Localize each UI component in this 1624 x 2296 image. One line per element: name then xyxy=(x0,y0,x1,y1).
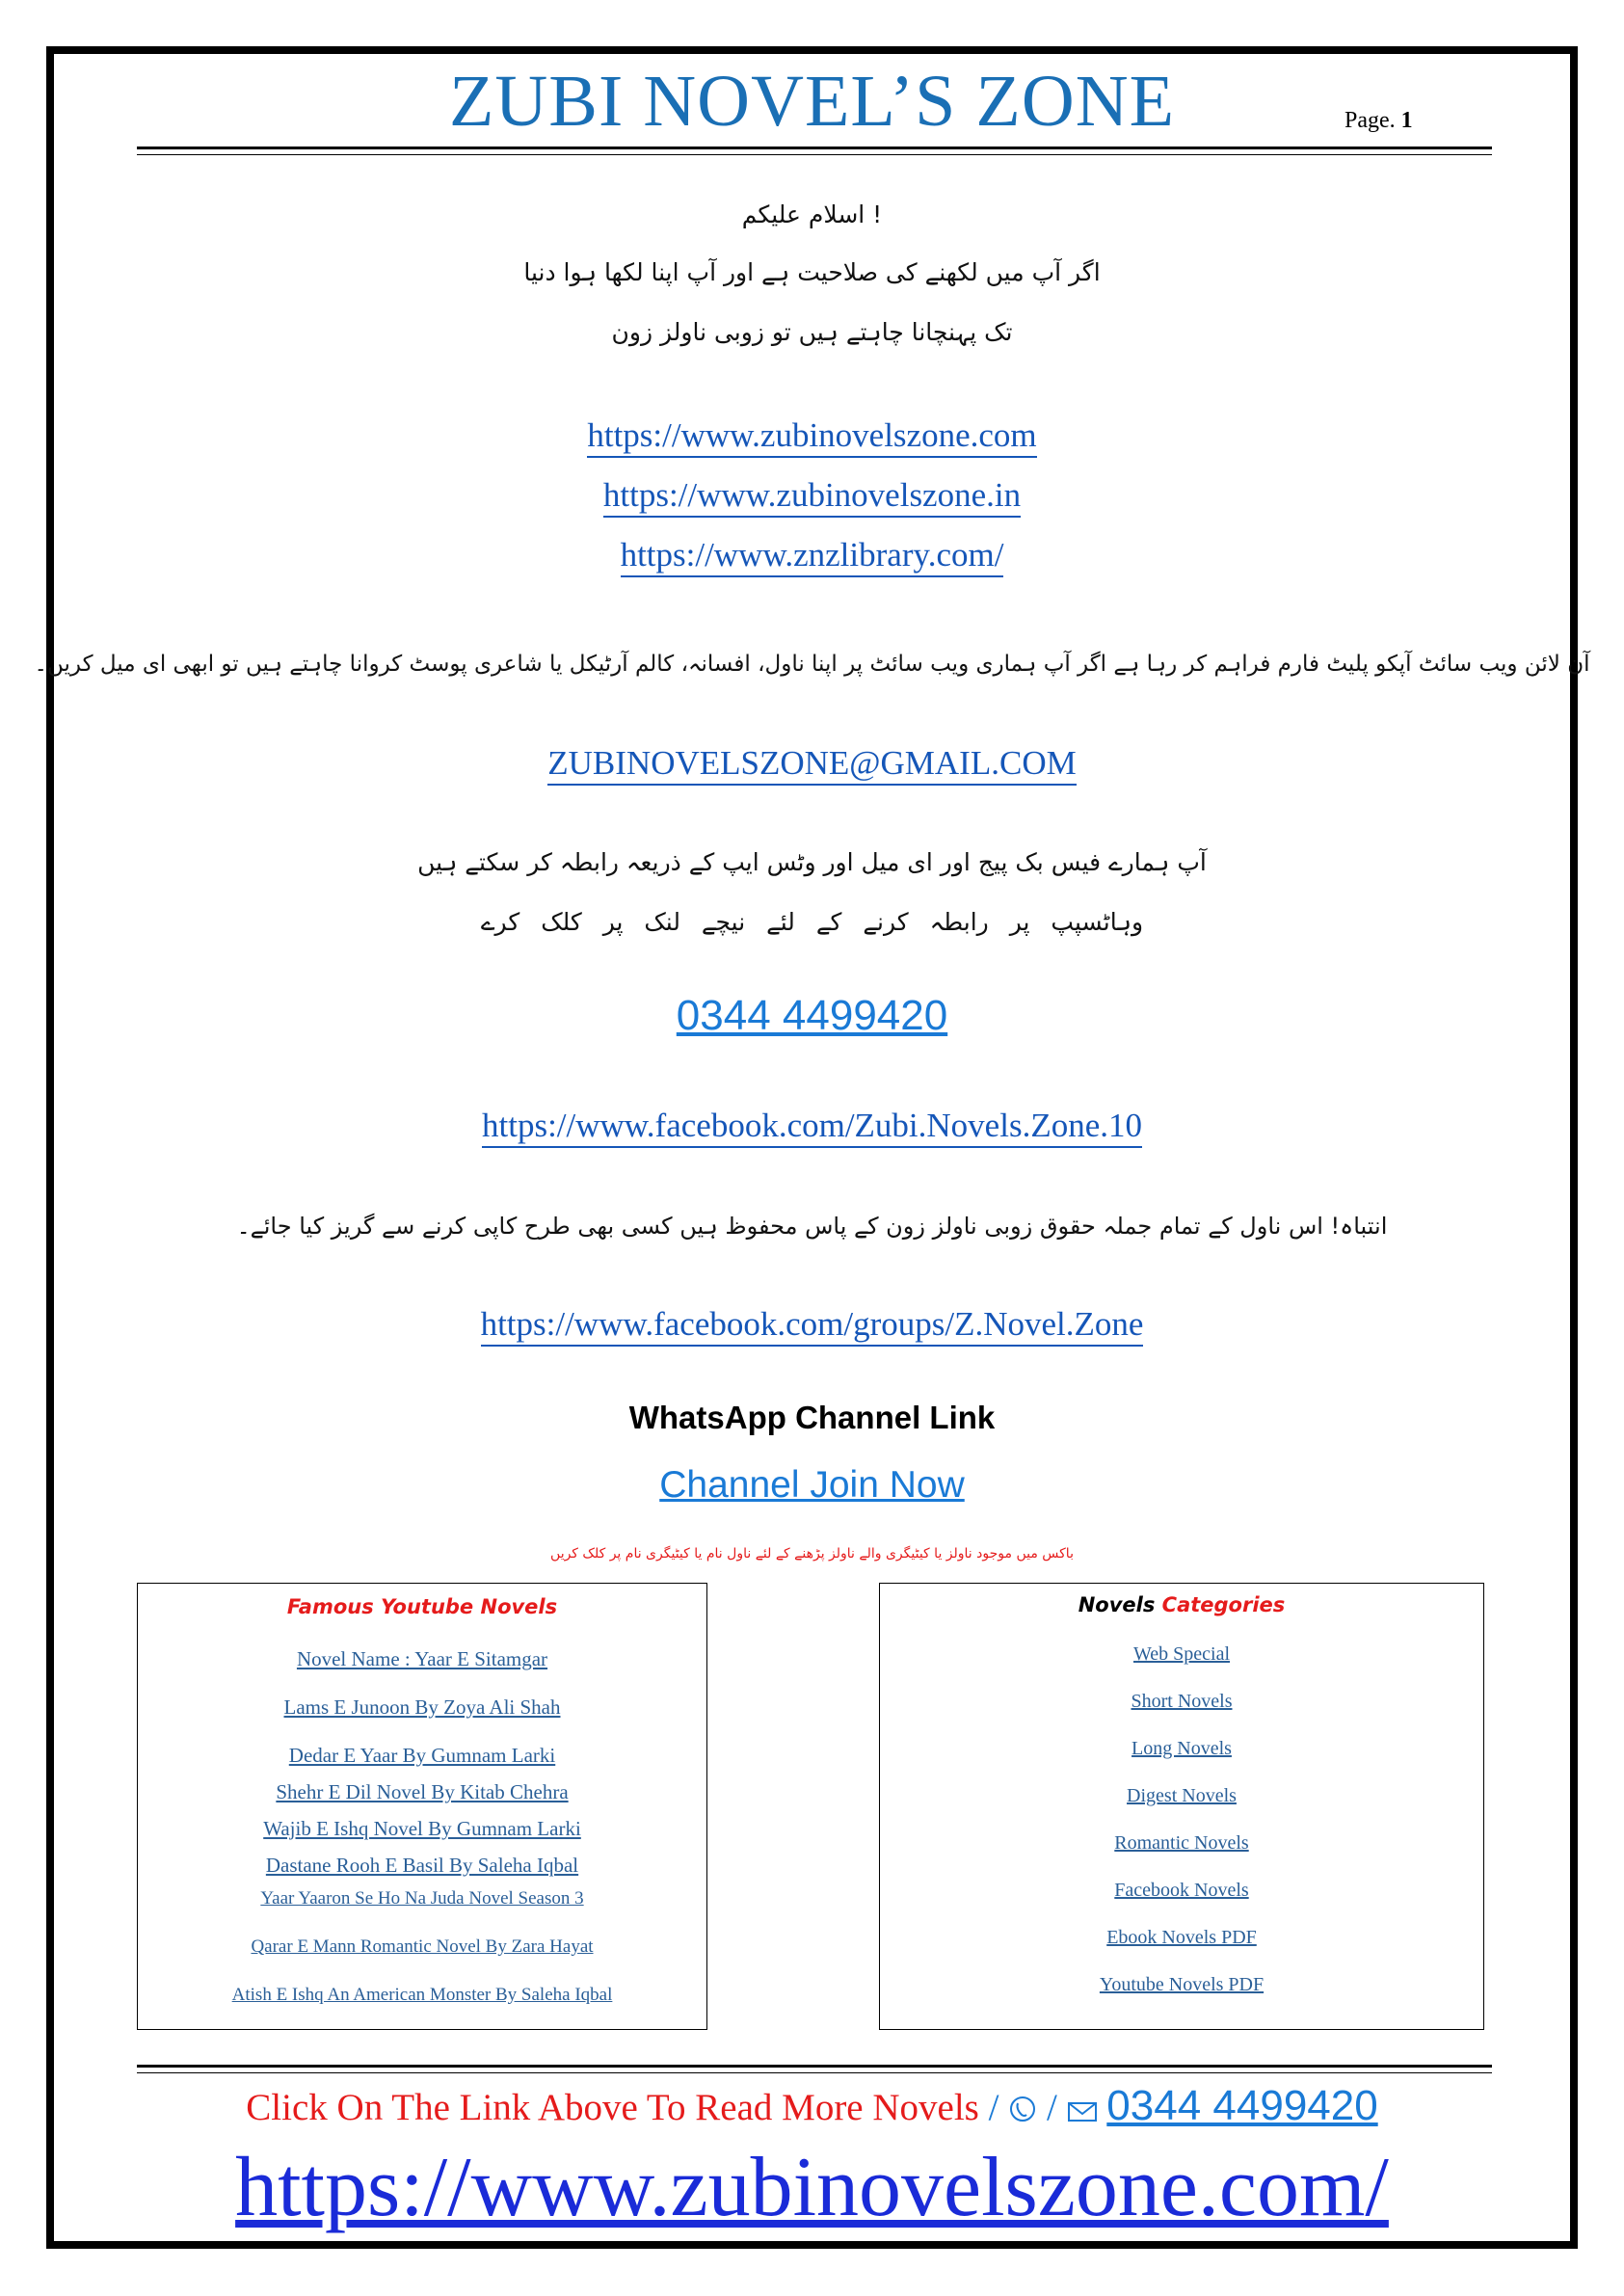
famous-novels-box xyxy=(137,1583,707,2030)
footer-text: Click On The Link Above To Read More Novels xyxy=(246,2087,979,2128)
whatsapp-phone-link[interactable]: 0344 4499420 xyxy=(676,992,948,1039)
category-link[interactable]: Romantic Novels xyxy=(1114,1832,1249,1854)
famous-novel-link[interactable]: Shehr E Dil Novel By Kitab Chehra xyxy=(276,1780,569,1803)
page-number-value: 1 xyxy=(1400,108,1413,133)
category-link[interactable]: Facebook Novels xyxy=(1114,1880,1249,1901)
famous-novels-title: Famous Youtube Novels xyxy=(286,1595,558,1618)
site-link-library[interactable]: https://www.znzlibrary.com/ xyxy=(621,536,1004,577)
footer-separator: / xyxy=(988,2087,999,2128)
header-rule-bottom xyxy=(137,154,1492,155)
phone-icon xyxy=(1008,2090,1037,2133)
intro-line-2: تک پہنچانا چاہتے ہیں تو زوبی ناولز زون xyxy=(611,318,1013,346)
site-link-in[interactable]: https://www.zubinovelszone.in xyxy=(603,476,1021,518)
famous-novel-link[interactable]: Dastane Rooh E Basil By Saleha Iqbal xyxy=(265,1854,579,1877)
copyright-warning: انتباہ! اس ناول کے تمام جملہ حقوق زوبی ناولز زون کے پاس محفوظ ہیں کسی بھی طرح کاپی کرنے سے گریز کیا جائے۔ xyxy=(236,1213,1388,1240)
famous-novel-link[interactable]: Dedar E Yaar By Gumnam Larki xyxy=(288,1744,556,1767)
facebook-group-link[interactable]: https://www.facebook.com/groups/Z.Novel.Zone xyxy=(481,1305,1144,1347)
category-link[interactable]: Long Novels xyxy=(1131,1738,1232,1759)
mail-icon xyxy=(1067,2090,1098,2133)
box-note: باکس میں موجود ناولز یا کیٹیگری والے ناولز پڑھنے کے لئے ناول نام یا کیٹیگری نام پر کلک کریں xyxy=(550,1546,1074,1562)
categories-title-part1: Novels xyxy=(1078,1593,1156,1616)
category-link[interactable]: Youtube Novels PDF xyxy=(1099,1974,1265,1995)
whatsapp-channel-heading: WhatsApp Channel Link xyxy=(628,1400,996,1435)
header-rule-top xyxy=(137,147,1492,149)
site-title: ZUBI NOVEL’S ZONE xyxy=(448,61,1176,142)
facebook-page-link[interactable]: https://www.facebook.com/Zubi.Novels.Zone.10 xyxy=(482,1107,1142,1148)
platform-text: آن لائن ویب سائٹ آپکو پلیٹ فارم فراہم کر رہا ہے اگر آپ ہماری ویب سائٹ پر اپنا ناول، افسانہ، کالم آرٹیکل یا شاعری پوسٹ کروانا چاہتے ہیں تو ابھی ای میل کریں۔ xyxy=(34,652,1590,677)
contact-line-1: آپ ہمارے فیس بک پیج اور ای میل اور وٹس ایپ کے ذریعہ رابطہ کر سکتے ہیں xyxy=(417,848,1207,876)
greeting: ! اسلام علیکم xyxy=(741,200,883,228)
famous-novel-link[interactable]: Wajib E Ishq Novel By Gumnam Larki xyxy=(263,1817,581,1840)
famous-novel-link[interactable]: Qarar E Mann Romantic Novel By Zara Hayat xyxy=(251,1936,594,1957)
footer-rule-top xyxy=(137,2065,1492,2068)
novel-categories-box xyxy=(879,1583,1484,2030)
footer-separator: / xyxy=(1046,2087,1057,2128)
famous-novel-link[interactable]: Novel Name : Yaar E Sitamgar xyxy=(296,1647,548,1670)
category-link[interactable]: Short Novels xyxy=(1131,1691,1233,1712)
category-link[interactable]: Digest Novels xyxy=(1127,1785,1237,1806)
contact-line-2: وہاٹسپپ پر رابطہ کرنے کے لئے نیچے لنک پر کلک کرے xyxy=(480,908,1144,936)
site-link-com[interactable]: https://www.zubinovelszone.com xyxy=(587,416,1036,458)
famous-novel-link[interactable]: Lams E Junoon By Zoya Ali Shah xyxy=(283,1695,561,1719)
channel-join-link[interactable]: Channel Join Now xyxy=(659,1464,965,1506)
footer-rule-bottom xyxy=(137,2072,1492,2073)
page-number xyxy=(1344,108,1413,134)
footer-line xyxy=(0,2082,1624,2133)
categories-title xyxy=(880,1593,1483,1616)
intro-line-1: اگر آپ میں لکھنے کی صلاحیت ہے اور آپ اپنا لکھا ہوا دنیا xyxy=(523,258,1101,286)
famous-novel-link[interactable]: Atish E Ishq An American Monster By Saleha Iqbal xyxy=(231,1985,613,2005)
category-link[interactable]: Ebook Novels PDF xyxy=(1106,1927,1257,1948)
footer-site-link[interactable]: https://www.zubinovelszone.com/ xyxy=(235,2141,1389,2234)
category-link[interactable]: Web Special xyxy=(1132,1643,1231,1665)
email-link[interactable]: ZUBINOVELSZONE@GMAIL.COM xyxy=(547,744,1076,786)
page-label: Page. xyxy=(1344,108,1396,133)
categories-title-part2: Categories xyxy=(1161,1593,1286,1616)
footer-phone-link[interactable]: 0344 4499420 xyxy=(1106,2082,1378,2129)
famous-novel-link[interactable]: Yaar Yaaron Se Ho Na Juda Novel Season 3 xyxy=(260,1888,584,1909)
